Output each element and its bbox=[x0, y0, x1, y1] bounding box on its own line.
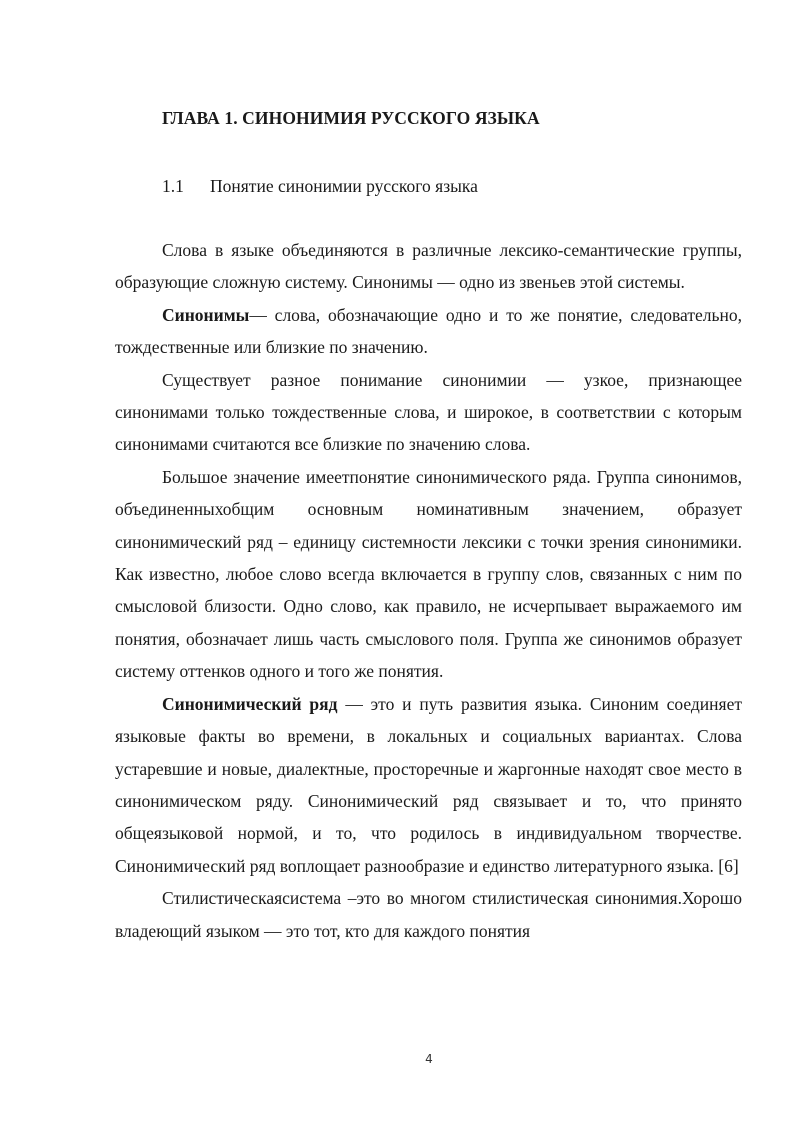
body-text bbox=[115, 234, 742, 947]
section-number: 1.1 bbox=[162, 176, 184, 196]
synonym-row-text: — это и путь развития языка. Синоним соединяет языковые факты во времени, в локальных и социальных вариантах. Слова устаревшие и новые, диалектные, просторечные и жаргонные находят свое место в синонимическом ряду. Синонимический ряд связывает и то, что принято общеязыковой нормой, и то, что родилось в индивидуальном творчестве. Синонимический ряд воплощает разнообразие и единство литературного языка. [6] bbox=[115, 693, 742, 876]
paragraph: Существует разное понимание синонимии — узкое, признающее синонимами только тождественные слова, и широкое, в соответствии с которым синонимами считаются все близкие по значению слова. bbox=[115, 369, 742, 455]
paragraph: Слова в языке объединяются в различные лексико-семантические группы, образующие сложную систему. Синонимы — одно из звеньев этой системы. bbox=[115, 240, 742, 293]
paragraph-definition bbox=[115, 299, 742, 364]
section-heading bbox=[162, 176, 478, 197]
page-number: 4 bbox=[425, 1052, 433, 1066]
definition-text: — слова, обозначающие одно и то же понятие, следовательно, тождественные или близкие по значению. bbox=[115, 304, 742, 358]
section-title: Понятие синонимии русского языка bbox=[210, 176, 478, 196]
paragraph-synonym-row bbox=[115, 688, 742, 882]
chapter-title: ГЛАВА 1. СИНОНИМИЯ РУССКОГО ЯЗЫКА bbox=[162, 108, 540, 128]
paragraph: Большое значение имеетпонятие синонимического ряда. Группа синонимов, объединенныхобщим основным номинативным значением, образует синонимический ряд – единицу системности лексики с точки зрения синонимики. Как известно, любое слово всегда включается в группу слов, связанных с ним по смысловой близости. Одно слово, как правило, не исчерпывает выражаемого им понятия, обозначает лишь часть смыслового поля. Группа же синонимов образует систему оттенков одного и того же понятия. bbox=[115, 466, 742, 682]
paragraph: Стилистическаясистема –это во многом стилистическая синонимия.Хорошо владеющий языком — это тот, кто для каждого понятия bbox=[115, 888, 742, 941]
term-synonym-row: Синонимический ряд bbox=[162, 693, 338, 714]
term-synonyms: Синонимы bbox=[162, 304, 250, 325]
